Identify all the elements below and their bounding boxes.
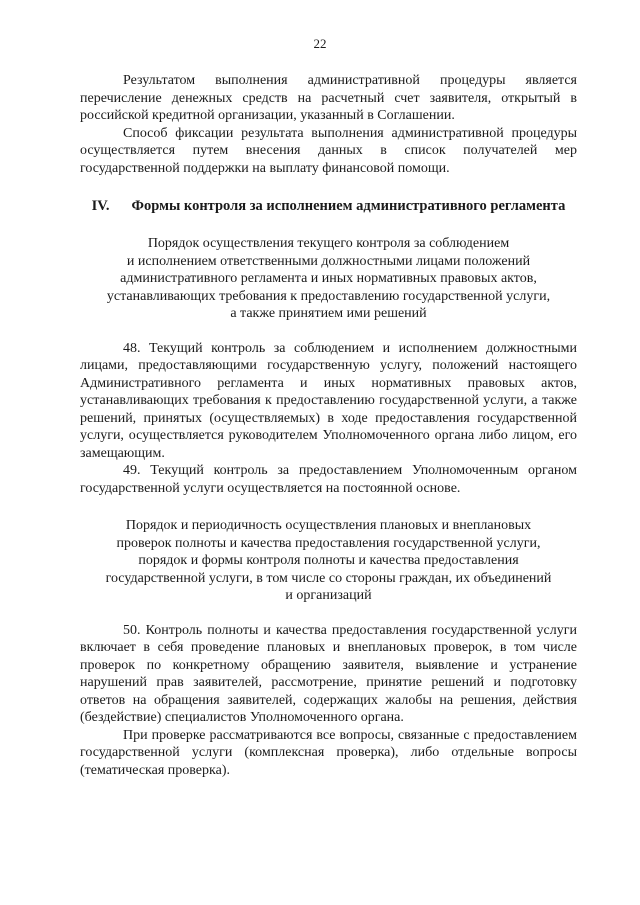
subsection-heading-line: Порядок и периодичность осуществления плановых и внеплановых <box>125 518 532 533</box>
subsection-heading-line: проверок полноты и качества предоставления государственной услуги, <box>116 535 541 551</box>
subsection-heading-line: устанавливающих требования к предоставлению государственной услуги, <box>106 288 551 304</box>
paragraph: Способ фиксации результата выполнения административной процедуры осуществляется путем внесения данных в список получателей мер государственной поддержки на выплату финансовой помощи. <box>80 125 577 176</box>
paragraph: 48. Текущий контроль за соблюдением и исполнением должностными лицами, предоставляющими государственную услугу, положений настоящего Административного регламента и иных нормативных правовых актов, устанавливающих требования к предоставлению государственной услуги, а также решений, принятых (осуществляемых) в ходе предоставления государственной услуги, осуществляется руководителем Уполномоченного органа либо лицом, его замещающим. <box>80 340 577 461</box>
subsection-heading-line: Порядок осуществления текущего контроля за соблюдением <box>147 236 510 251</box>
subsection-heading <box>80 235 577 323</box>
section-title: Формы контроля за исполнением административного регламента <box>131 198 566 214</box>
subsection-heading-line: порядок и формы контроля полноты и качества предоставления <box>138 553 519 568</box>
subsection-heading-line: а также принятием ими решений <box>230 306 427 321</box>
subsection-heading-line: и организаций <box>285 588 372 603</box>
subsection-heading-line: и исполнением ответственными должностными лицами положений <box>126 253 531 269</box>
paragraph: 50. Контроль полноты и качества предоставления государственной услуги включает в себя проведение плановых и внеплановых проверок, в том числе проверок по конкретному обращению заявителя, выявление и устранение нарушений прав заявителей, рассмотрение, принятие решений и подготовку ответов на обращения заявителей, содержащих жалобы на решения, действия (бездействие) специалистов Уполномоченного органа. <box>80 622 577 725</box>
section-number: IV. <box>91 198 110 214</box>
paragraph: При проверке рассматриваются все вопросы, связанные с предоставлением государственной услуги (комплексная проверка), либо отдельные вопросы (тематическая проверка). <box>80 727 577 778</box>
subsection-heading-line: административного регламента и иных нормативных правовых актов, <box>120 271 537 286</box>
subsection-heading <box>80 517 577 605</box>
paragraph: Результатом выполнения административной процедуры является перечисление денежных средств на расчетный счет заявителя, открытый в российской кредитной организации, указанный в Соглашении. <box>80 73 577 123</box>
paragraph: 49. Текущий контроль за предоставлением Уполномоченным органом государственной услуги осуществляется на постоянной основе. <box>80 463 577 496</box>
page-content <box>80 72 577 779</box>
section-heading <box>80 197 577 215</box>
page-number: 22 <box>313 36 327 51</box>
subsection-heading-line: государственной услуги, в том числе со стороны граждан, их объединений <box>105 570 552 586</box>
